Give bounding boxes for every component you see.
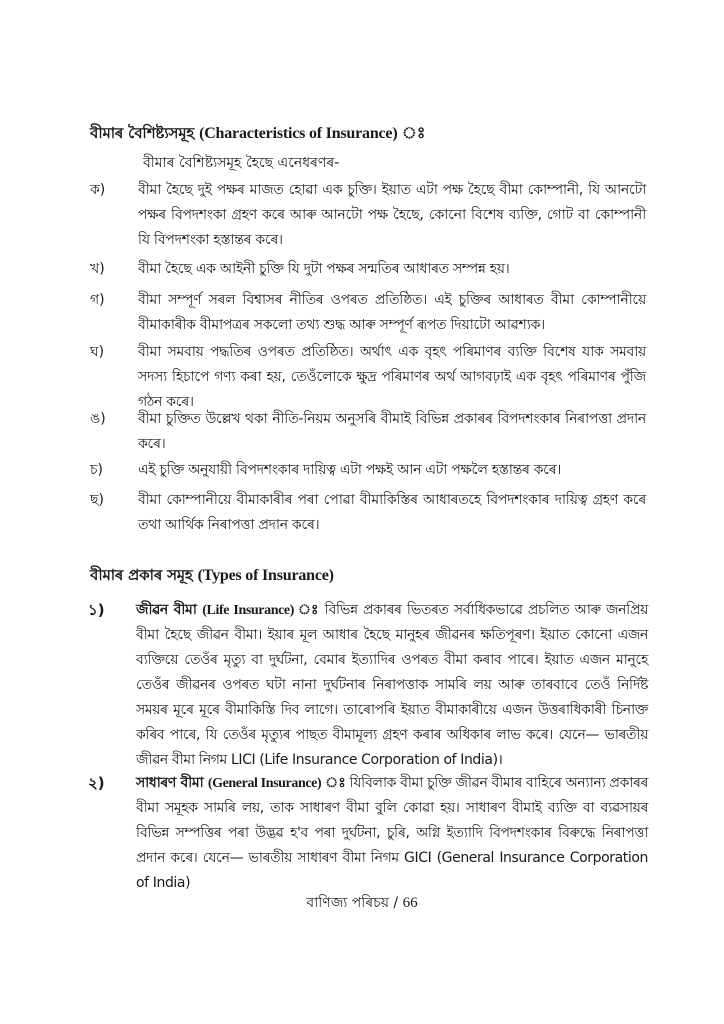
type-description: বিভিন্ন প্ৰকাৰৰ ভিতৰত সৰ্বাধিকভাৱে প্ৰচলিত আৰু জনপ্ৰিয় বীমা হৈছে জীৱন বীমা। ইয়াৰ মূল আধাৰ হৈছে মানুহৰ জীৱনৰ ক্ষতিপূৰণ। ইয়াত কোনো এজন ব্যক্তিয়ে তেওঁৰ মৃত্যু বা দুৰ্ঘটনা, বেমাৰ ইত্যাদিৰ ওপৰত বীমা কৰাব পাৰে। ইয়াত এজন মানুহে তেওঁৰ জীৱনৰ ওপৰত ঘটা নানা দুৰ্ঘটনাৰ নিৰাপত্তাক সামৰি লয় আৰু তাৰবাবে তেওঁ নিৰ্দিষ্ট সময়ৰ মূৰে মূৰে বীমাকিস্তি দিব লাগে। তাৰোপৰি ইয়াত বীমাকাৰীয়ে এজন উত্তৰাধিকাৰী চিনাক্ত কৰিব পাৰে, যি তেওঁৰ মৃত্যুৰ পাছত বীমামূল্য গ্ৰহণ কৰাৰ অধিকাৰ লাভ কৰে। যেনে— ভাৰতীয় জীৱন বীমা নিগম LICI (Life Insurance Corporation of India)। [136, 602, 648, 768]
item-text: বীমা কোম্পানীয়ে বীমাকাৰীৰ পৰা পোৱা বীমাকিস্তিৰ আধাৰতহে বিপদশংকাৰ দায়িত্ব গ্ৰহণ কৰে তথা আৰ্থিক নিৰাপত্তা প্ৰদান কৰে। [138, 492, 646, 533]
insurance-type-item [88, 771, 648, 896]
insurance-type-item [88, 598, 648, 773]
characteristic-item [90, 257, 646, 282]
item-text: বীমা হৈছে এক আইনী চুক্তি যি দুটা পক্ষৰ সন্মতিৰ আধাৰত সম্পন্ন হয়। [138, 261, 510, 277]
item-text: বীমা সম্পূৰ্ণ সৰল বিশ্বাসৰ নীতিৰ ওপৰত প্ৰতিষ্ঠিত। এই চুক্তিৰ আধাৰত বীমা কোম্পানীয়ে বীমাকাৰীক বীমাপত্ৰৰ সকলো তথ্য শুদ্ধ আৰু সম্পূৰ্ণ ৰূপত দিয়াটো আৱশ্যক। [138, 292, 646, 333]
characteristic-item [90, 458, 646, 483]
characteristic-item [90, 340, 646, 415]
type-marker: ১) [88, 601, 105, 619]
type-body [136, 598, 648, 773]
characteristic-item [90, 488, 646, 538]
item-text: বীমা সমবায় পদ্ধতিৰ ওপৰত প্ৰতিষ্ঠিত। অৰ্থাৎ এক বৃহৎ পৰিমাণৰ ব্যক্তি বিশেষ যাক সমবায় সদস্য হিচাপে গণ্য কৰা হয়, তেওঁলোকে ক্ষুদ্ৰ পৰিমাণৰ অৰ্থ আগবঢ়াই এক বৃহৎ পৰিমাণৰ পুঁজি গঠন কৰে। [138, 344, 646, 410]
item-marker: গ) [90, 292, 105, 308]
item-marker: ঘ) [90, 344, 105, 360]
type-body [136, 771, 648, 896]
footer-separator: / [393, 895, 399, 911]
item-text: বীমা হৈছে দুই পক্ষৰ মাজত হোৱা এক চুক্তি। ইয়াত এটা পক্ষ হৈছে বীমা কোম্পানী, যি আনটো পক্ষৰ বিপদশংকা গ্রহণ কৰে আৰু আনটো পক্ষ হৈছে, কোনো বিশেষ ব্যক্তি, গোট বা কোম্পানী যি বিপদশংকা হস্তান্তৰ কৰে। [138, 182, 646, 248]
item-text: বীমা চুক্তিত উল্লেখ থকা নীতি-নিয়ম অনুসৰি বীমাই বিভিন্ন প্ৰকাৰৰ বিপদশংকাৰ নিৰাপত্তা প্ৰদান কৰে। [138, 411, 646, 452]
item-text: এই চুক্তি অনুযায়ী বিপদশংকাৰ দায়িত্ব এটা পক্ষই আন এটা পক্ষলৈ হস্তান্তৰ কৰে। [138, 462, 562, 478]
section-heading-characteristics [90, 120, 425, 147]
heading-english: (Characteristics of Insurance) ঃ [199, 125, 426, 142]
item-marker: চ) [90, 462, 104, 478]
item-marker: ক) [90, 182, 106, 198]
heading-text: বীমাৰ প্ৰকাৰ সমূহ [90, 566, 193, 584]
type-name: সাধাৰণ বীমা (General Insurance) ঃ [136, 775, 346, 791]
type-marker: ২) [88, 774, 105, 792]
characteristic-item [90, 407, 646, 457]
section-heading-types [90, 564, 334, 589]
characteristic-item [90, 178, 646, 253]
footer-book-title: বাণিজ্য পৰিচয় [306, 895, 389, 911]
characteristic-item [90, 288, 646, 338]
item-marker: ঙ) [90, 411, 106, 427]
page-footer [0, 891, 724, 915]
heading-text: বীমাৰ বৈশিষ্ট্যসমূহ [90, 124, 195, 142]
item-marker: খ) [90, 261, 105, 277]
page-number: 66 [402, 895, 418, 911]
type-description: যিবিলাক বীমা চুক্তি জীৱন বীমাৰ বাহিৰে অন্যান্য প্ৰকাৰৰ বীমা সমূহক সামৰি লয়, তাক সাধাৰণ বীমা বুলি কোৱা হয়। সাধাৰণ বীমাই ব্যক্তি বা ব্যৱসায়ৰ বিভিন্ন সম্পত্তিৰ পৰা উদ্ভৱ হ'ব পৰা দুৰ্ঘটনা, চুৰি, অগ্নি ইত্যাদি বিপদশংকাৰ বিৰুদ্ধে নিৰাপত্তা প্ৰদান কৰে। যেনে— ভাৰতীয় সাধাৰণ বীমা নিগম GICI (General Insurance Corporation of India) [136, 775, 648, 891]
section-intro: বীমাৰ বৈশিষ্ট্যসমূহ হৈছে এনেধৰণৰ- [143, 155, 340, 171]
heading-english: (Types of Insurance) [197, 567, 334, 584]
type-name: জীৱন বীমা (Life Insurance) ঃ [136, 602, 320, 618]
item-marker: ছ) [90, 492, 104, 508]
